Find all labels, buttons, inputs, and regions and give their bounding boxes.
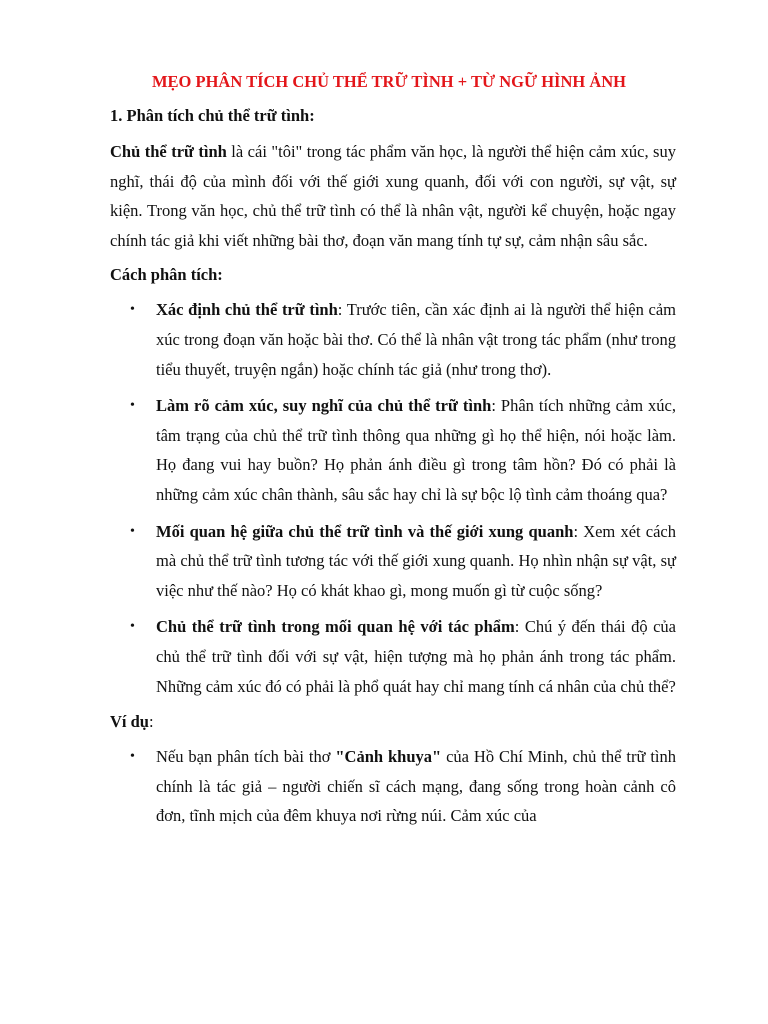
intro-text: là cái "tôi" trong tác phẩm văn học, là người thể hiện cảm xúc, suy nghĩ, thái độ của mình đối với thế giới xung quanh, đối với con người, sự vật, sự kiện. Trong văn học, chủ thể trữ tình có thể là nhân vật, người kể chuyện, hoặc ngay chính tác giả khi viết những bài thơ, đoạn văn mang tính tự sự, cảm nhận sâu sắc. [110, 142, 676, 250]
example-text: của Hồ Chí Minh, chủ thể trữ tình chính là tác giả – người chiến sĩ cách mạng, đang sống trong hoàn cảnh cô đơn, tĩnh mịch của đêm khuya nơi rừng núi. Cảm xúc của [156, 747, 676, 826]
method-text: : Trước tiên, cần xác định ai là người thể hiện cảm xúc trong đoạn văn hoặc bài thơ. Có thể là nhân vật trong tác phẩm (như trong tiểu thuyết, truyện ngắn) hoặc chính tác giả (như trong thơ). [156, 300, 676, 379]
method-list [110, 295, 676, 701]
intro-paragraph [110, 137, 676, 255]
list-item [110, 517, 676, 606]
method-text: : Xem xét cách mà chủ thể trữ tình tương tác với thế giới xung quanh. Họ nhìn nhận sự vật, sự việc như thế nào? Họ có khát khao gì, mong muốn gì từ cuộc sống? [156, 521, 676, 600]
example-poem-title: "Cảnh khuya" [335, 747, 442, 767]
method-term: Chủ thể trữ tình trong mối quan hệ với tác phẩm [156, 617, 515, 637]
section-heading: 1. Phân tích chủ thể trữ tình: [110, 106, 315, 125]
example-heading-label: Ví dụ [110, 712, 149, 732]
list-item [110, 612, 676, 701]
list-item [110, 391, 676, 509]
list-item [110, 742, 676, 831]
example-prefix: Nếu bạn phân tích bài thơ [156, 747, 336, 767]
method-text: : Chú ý đến thái độ của chủ thể trữ tình đối với sự vật, hiện tượng mà họ phản ánh trong tác phẩm. Những cảm xúc đó có phải là phổ quát hay chỉ mang tính cá nhân của chủ thể? [156, 617, 676, 696]
document-title: MẸO PHÂN TÍCH CHỦ THỂ TRỮ TÌNH + TỪ NGỮ HÌNH ẢNH [151, 72, 627, 91]
bullet-icon: • [130, 619, 135, 635]
bullet-icon: • [130, 523, 135, 539]
intro-term: Chủ thể trữ tình [110, 142, 227, 161]
bullet-icon: • [130, 398, 135, 414]
method-term: Làm rõ cảm xúc, suy nghĩ của chủ thể trữ tình [156, 396, 492, 416]
example-heading-colon: : [148, 712, 154, 732]
method-text: : Phân tích những cảm xúc, tâm trạng của chủ thể trữ tình thông qua những gì họ thể hiện, nói hoặc làm. Họ đang vui hay buồn? Họ phản ánh điều gì trong tâm hồn? Đó có phải là những cảm xúc chân thành, sâu sắc hay chỉ là sự bộc lộ tình cảm thoáng qua? [156, 396, 677, 504]
bullet-icon: • [130, 302, 135, 318]
method-term: Mối quan hệ giữa chủ thể trữ tình và thế giới xung quanh [156, 521, 574, 541]
method-heading: Cách phân tích: [110, 265, 223, 285]
list-item [110, 295, 676, 384]
example-list [110, 742, 676, 831]
example-heading [110, 708, 676, 736]
bullet-icon: • [130, 749, 135, 765]
method-term: Xác định chủ thể trữ tình [156, 300, 338, 320]
